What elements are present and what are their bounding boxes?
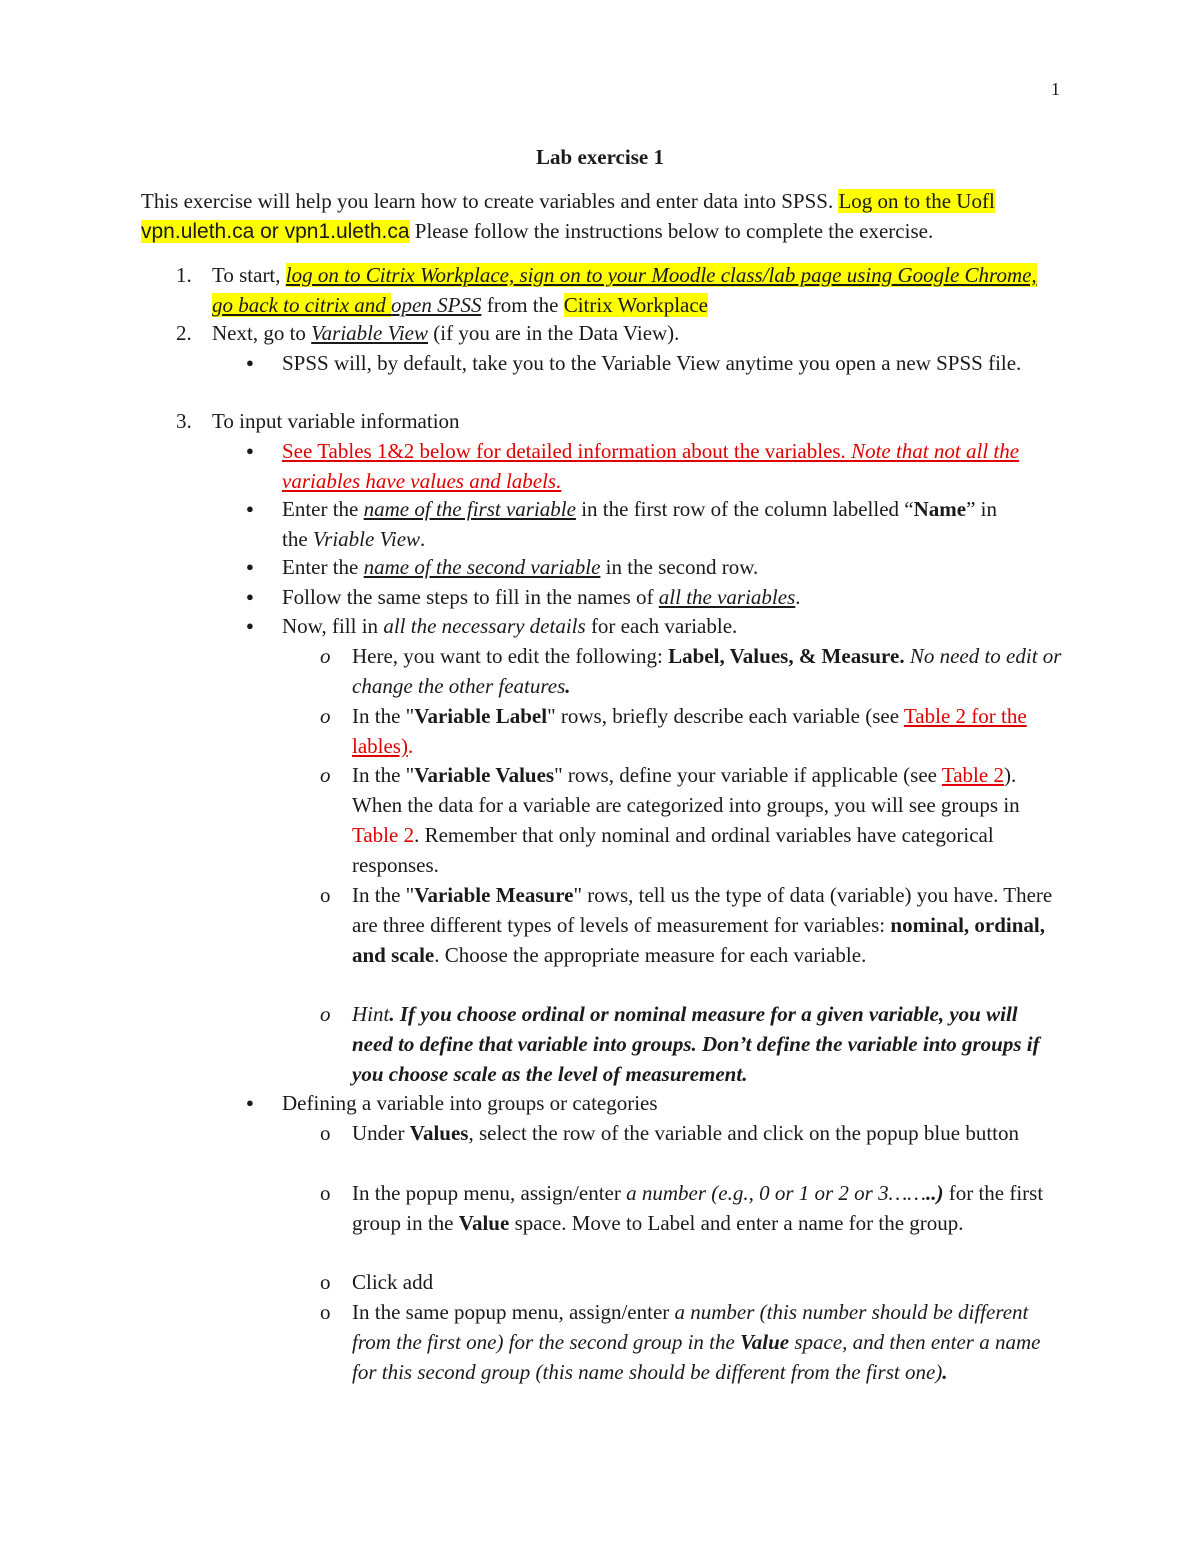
here-note: No need to edit or change the other features — [352, 644, 1062, 698]
label-c: " rows, briefly describe each variable (see — [547, 704, 904, 728]
enter-first-a: Enter the — [282, 497, 364, 521]
intro-vpn-addresses: vpn.uleth.ca or vpn1.uleth.ca — [141, 220, 410, 243]
bullet-now — [282, 611, 1072, 641]
enter-first-quote-open: “ — [904, 497, 914, 521]
sub-same-popup — [352, 1297, 1062, 1387]
bullet-icon: ● — [246, 618, 254, 633]
step-2-intro: Next, go to — [212, 321, 312, 345]
sub-bullet-icon: o — [320, 763, 331, 787]
enter-first-quote-close: ” in the — [282, 497, 998, 551]
sub-bullet-icon: o — [320, 883, 331, 907]
measure-a: In the " — [352, 883, 415, 907]
follow-a: Follow the same steps to fill in the names of — [282, 585, 659, 609]
intro-text: This exercise will help you learn how to create variables and enter data into SPSS. — [141, 189, 839, 213]
step-1-from: from the — [481, 293, 564, 317]
enter-second-c: in the second row. — [600, 555, 759, 579]
sub-bullet-icon: o — [320, 644, 331, 668]
popup-d: for the first group in the — [352, 1181, 1044, 1235]
sub-bullet-icon: o — [320, 1300, 331, 1324]
values-g: . Remember that only nominal and ordinal variables have categorical responses. — [352, 823, 994, 877]
step-2-variable-view: Variable View — [311, 321, 428, 345]
step-3-number: 3. — [176, 409, 192, 433]
enter-second-name: name of the second variable — [363, 555, 601, 579]
bullet-icon: ● — [246, 559, 254, 574]
bullet-follow — [282, 582, 1072, 612]
sub-label — [352, 701, 1062, 761]
bullet-icon: ● — [246, 1095, 254, 1110]
step-2-text — [212, 318, 1002, 348]
here-fields: Label, Values, & Measure. — [668, 644, 905, 668]
values-a: In the " — [352, 763, 415, 787]
bullet-icon: ● — [246, 443, 254, 458]
same-d: space, and then enter a name for this second group (this name should be different from the first one) — [352, 1330, 1041, 1384]
bullet-enter-second — [282, 552, 1072, 582]
bullet-defining: Defining a variable into groups or categories — [282, 1091, 658, 1115]
step-1-citrix-instructions: log on to Citrix Workplace, sign on to your Moodle class/lab page using Google Chrome, go back to citrix and — [212, 263, 1037, 317]
hint-label: Hint — [352, 1002, 390, 1026]
bullet-see-tables — [282, 436, 1057, 496]
see-tables-text: See Tables 1&2 below for detailed information about the variables. — [282, 439, 852, 463]
step-2-rest: (if you are in the Data View). — [428, 321, 680, 345]
measure-e: . Choose the appropriate measure for each variable. — [434, 943, 867, 967]
values-c: " rows, define your variable if applicable (see — [554, 763, 942, 787]
sub-measure — [352, 880, 1062, 970]
label-variable-label: Variable Label — [414, 704, 548, 728]
label-period: . — [407, 734, 414, 758]
intro-paragraph — [141, 186, 1061, 247]
enter-first-view: Vriable View — [312, 527, 421, 551]
step-3-text: To input variable information — [212, 409, 460, 433]
step-1-open-spss: open SPSS — [391, 293, 482, 317]
enter-first-name-label: Name — [913, 497, 967, 521]
popup-a: In the popup menu, assign/enter — [352, 1181, 627, 1205]
step-1-text — [212, 260, 1062, 320]
sub-values — [352, 760, 1062, 880]
sub-under-values — [352, 1118, 1062, 1148]
step-2-bullet: SPSS will, by default, take you to the Variable View anytime you open a new SPSS file. — [282, 351, 1022, 375]
under-c: , select the row of the variable and click on the popup blue button — [468, 1121, 1019, 1145]
sub-bullet-icon: o — [320, 704, 331, 728]
step-1-citrix-workplace: Citrix Workplace — [563, 293, 708, 317]
popup-value: Value — [458, 1211, 510, 1235]
same-value: Value — [740, 1330, 790, 1354]
follow-all-variables: all the variables — [658, 585, 796, 609]
sub-bullet-icon: o — [320, 1181, 331, 1205]
enter-first-name: name of the first variable — [363, 497, 576, 521]
enter-first-period: . — [420, 527, 426, 551]
measure-c: " rows, tell us the type of data (variable) you have. There are three different types of levels of measurement for variables: — [352, 883, 1053, 937]
bullet-enter-first — [282, 494, 1022, 554]
popup-number-end: ..) — [925, 1181, 944, 1205]
now-c: for each variable. — [585, 614, 738, 638]
same-a: In the same popup menu, assign/enter — [352, 1300, 675, 1324]
step-1-intro: To start, — [212, 263, 286, 287]
values-table-ref-2: Table 2 — [352, 823, 415, 847]
sub-here — [352, 641, 1062, 701]
now-details: all the necessary details — [383, 614, 586, 638]
follow-period: . — [795, 585, 801, 609]
values-table-ref: Table 2 — [941, 763, 1004, 787]
same-period: . — [942, 1360, 948, 1384]
hint-text-2: . Don’t define the variable into groups if you choose scale as the level of measurement — [352, 1032, 1040, 1086]
bullet-icon: ● — [246, 355, 254, 370]
bullet-icon: ● — [246, 589, 254, 604]
page-title: Lab exercise 1 — [536, 145, 664, 169]
bullet-icon: ● — [246, 501, 254, 516]
step-2-number: 2. — [176, 321, 192, 345]
measure-levels: nominal, ordinal, and scale — [352, 913, 1046, 967]
here-period: . — [565, 674, 571, 698]
values-variable-values: Variable Values — [414, 763, 555, 787]
intro-instructions: Please follow the instructions below to complete the exercise. — [409, 219, 934, 243]
same-number: a number (this number should be different from the first one) for the second group in the — [352, 1300, 1029, 1354]
page-number: 1 — [1051, 79, 1060, 99]
under-a: Under — [352, 1121, 410, 1145]
step-1-number: 1. — [176, 263, 192, 287]
popup-f: space. Move to Label and enter a name for the group. — [509, 1211, 964, 1235]
label-table-ref: Table 2 for the lables) — [352, 704, 1027, 758]
enter-second-a: Enter the — [282, 555, 364, 579]
sub-popup — [352, 1178, 1062, 1238]
hint-period: . — [742, 1062, 748, 1086]
sub-click-add: Click add — [352, 1270, 434, 1294]
measure-variable-measure: Variable Measure — [414, 883, 574, 907]
under-values: Values — [409, 1121, 469, 1145]
see-tables-note: Note that not all the variables have values and labels. — [282, 439, 1020, 493]
sub-hint — [352, 999, 1062, 1089]
here-a: Here, you want to edit the following: — [352, 644, 669, 668]
label-a: In the " — [352, 704, 415, 728]
sub-bullet-icon: o — [320, 1270, 331, 1294]
values-e: ). When the data for a variable are categorized into groups, you will see groups in — [352, 763, 1020, 817]
now-a: Now, fill in — [282, 614, 384, 638]
sub-bullet-icon: o — [320, 1121, 331, 1145]
sub-bullet-icon: o — [320, 1002, 331, 1026]
intro-highlight-logon: Log on to the Uofl — [838, 189, 995, 213]
hint-text: . If you choose ordinal or nominal measure for a given variable, you will need to define that variable into groups — [352, 1002, 1018, 1056]
popup-number: a number (e.g., 0 or 1 or 2 or 3…… — [626, 1181, 926, 1205]
enter-first-c: in the first row of the column labelled — [575, 497, 905, 521]
